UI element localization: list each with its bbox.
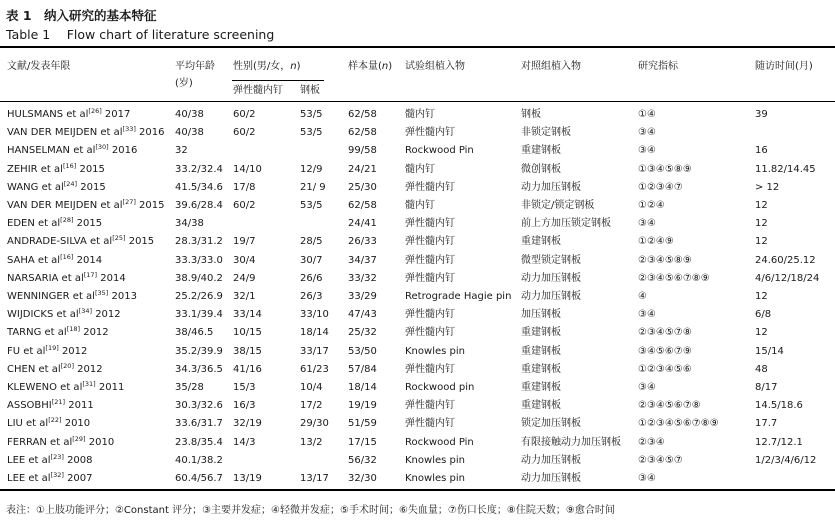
control-implant-cell: 钢板 [521,109,541,120]
sample-size-cell: 26/33 [348,236,377,248]
mean-age-cell: 38/46.5 [175,327,214,339]
followup-cell: 15/14 [755,345,784,357]
followup-cell: 16 [755,145,768,157]
test-implant-cell: 弹性髓内钉 [405,127,455,139]
sample-size-cell: 25/32 [348,327,377,339]
followup-cell: 48 [755,363,768,375]
study-year: 2015 [77,181,106,193]
control-implant-cell: 动力加压钢板 [521,473,581,484]
study-author: VAN DER MEIJDEN et al [7,200,123,211]
sample-size-cell: 62/58 [348,109,377,120]
control-implant-cell: 微型锁定钢板 [521,254,581,266]
outcomes-cell: ①②③④⑤⑥⑦⑧⑨ [638,418,719,430]
study-reference: [35] [94,289,109,297]
study-cell [7,252,102,270]
table-row [0,179,835,197]
outcomes-cell: ③④ [638,382,656,393]
test-implant-cell: 弹性髓内钉 [405,254,455,266]
header-gender-suffix: ) [296,61,301,72]
sample-size-cell: 17/15 [348,436,377,448]
table-row [0,379,835,397]
followup-cell: 12 [755,236,768,248]
gender-plate-cell: 13/2 [300,436,323,448]
gender-elastic-cell: 19/7 [233,236,256,248]
test-implant-cell: 弹性髓内钉 [405,181,455,193]
study-author: KLEWENO et al [7,382,83,393]
table-row [0,361,835,379]
study-reference: [24] [63,179,78,188]
sample-size-cell: 62/58 [348,200,377,211]
test-implant-cell: Knowles pin [405,345,465,357]
control-implant-cell: 动力加压钢板 [521,291,581,302]
study-reference: [18] [66,325,81,334]
sample-size-cell: 24/21 [348,163,377,175]
gender-plate-cell: 30/7 [300,254,323,266]
study-author: CHEN et al [7,363,61,375]
study-reference: [29] [72,434,86,443]
header-study: 文献/发表年限 [7,61,71,72]
table-row [0,288,835,306]
study-reference: [16] [60,252,74,261]
study-author: FU et al [7,345,46,357]
study-year: 2016 [108,145,138,157]
table-row [0,197,835,215]
mean-age-cell: 40/38 [175,127,204,139]
outcomes-cell: ①②④⑨ [638,236,674,248]
control-implant-cell: 加压钢板 [521,309,561,321]
sample-size-cell: 34/37 [348,254,377,266]
table-row [0,161,835,179]
study-year: 2015 [125,236,155,248]
mean-age-cell: 32 [175,145,188,157]
mean-age-cell: 34/38 [175,218,204,230]
study-reference: [23] [50,452,64,461]
study-year: 2016 [135,127,165,139]
outcomes-cell: ③④ [638,309,656,321]
mean-age-cell: 39.6/28.4 [175,200,223,211]
study-reference: [30] [95,143,109,152]
study-cell [7,306,121,324]
mean-age-cell: 41.5/34.6 [175,181,223,193]
study-year: 2011 [95,382,125,393]
study-author: TARNG et al [7,327,67,339]
study-author: FERRAN et al [7,436,73,448]
control-implant-cell: 重建钢板 [521,327,561,339]
followup-cell: 12 [755,327,768,339]
test-implant-cell: 髓内钉 [405,163,435,175]
followup-cell: 17.7 [755,418,778,430]
outcomes-cell: ②③④ [638,436,665,448]
outcomes-cell: ③④ [638,145,656,157]
test-implant-cell: 弹性髓内钉 [405,236,455,248]
gender-elastic-cell: 24/9 [233,272,256,284]
followup-cell: 12 [755,218,768,230]
study-cell [7,415,90,433]
control-implant-cell: 重建钢板 [521,382,561,393]
study-reference: [33] [122,125,136,134]
table-row [0,124,835,142]
header-outcomes: 研究指标 [638,61,678,72]
gender-elastic-cell: 41/16 [233,363,262,375]
outcomes-cell: ③④ [638,127,656,139]
sample-size-cell: 33/29 [348,291,377,302]
table-row [0,397,835,415]
study-cell [7,233,154,251]
header-gender-elastic: 弹性髓内钉 [233,85,283,96]
followup-cell: 8/17 [755,382,778,393]
gender-plate-cell: 26/3 [300,291,323,302]
study-cell [7,361,103,379]
sample-size-cell: 51/59 [348,418,377,430]
study-cell [7,379,124,397]
followup-cell: > 12 [755,181,780,193]
sample-size-cell: 33/32 [348,272,377,284]
table-row [0,470,835,488]
control-implant-cell: 锁定加压钢板 [521,418,581,430]
followup-cell: 14.5/18.6 [755,400,803,412]
control-implant-cell: 重建钢板 [521,145,561,157]
table-row [0,106,835,124]
study-year: 2015 [135,200,165,211]
gender-plate-cell: 13/17 [300,473,329,484]
test-implant-cell: 弹性髓内钉 [405,400,455,412]
study-year: 2015 [73,218,103,230]
gender-elastic-cell: 33/14 [233,309,262,321]
table-row [0,343,835,361]
study-year: 2012 [73,363,103,375]
study-author: WANG et al [7,181,64,193]
study-year: 2007 [63,473,93,484]
test-implant-cell: Knowles pin [405,454,465,466]
gender-plate-cell: 61/23 [300,363,329,375]
mean-age-cell: 33.2/32.4 [175,163,223,175]
gender-plate-cell: 21/ 9 [300,181,326,193]
test-implant-cell: 髓内钉 [405,109,435,120]
test-implant-cell: 弹性髓内钉 [405,418,455,430]
mean-age-cell: 33.1/39.4 [175,309,223,321]
test-implant-cell: Rockwood pin [405,382,475,393]
table-row [0,434,835,452]
study-author: SAHA et al [7,254,61,266]
header-control-implant: 对照组植入物 [521,61,581,72]
gender-plate-cell: 53/5 [300,127,323,139]
control-implant-cell: 重建钢板 [521,400,561,412]
control-implant-cell: 动力加压钢板 [521,181,581,193]
control-implant-cell: 动力加压钢板 [521,454,581,466]
sample-size-cell: 25/30 [348,181,377,193]
study-author: WENNINGER et al [7,291,95,302]
table-row [0,415,835,433]
header-mean-age: 平均年龄 [175,61,215,72]
mean-age-cell: 33.3/33.0 [175,254,223,266]
gender-elastic-cell: 14/3 [233,436,256,448]
gender-plate-cell: 28/5 [300,236,323,248]
study-reference: [22] [48,416,62,425]
mean-age-cell: 40/38 [175,109,204,120]
control-implant-cell: 前上方加压锁定钢板 [521,218,611,230]
test-implant-cell: 弹性髓内钉 [405,218,455,230]
sample-size-cell: 57/84 [348,363,377,375]
gender-plate-cell: 17/2 [300,400,323,412]
header-gender-prefix: 性别(男/女， [233,61,291,72]
outcomes-cell: ①④ [638,109,656,120]
gender-elastic-cell: 16/3 [233,400,256,412]
study-author: HULSMANS et al [7,109,89,120]
study-year: 2012 [58,345,88,357]
header-test-implant: 试验组植入物 [405,61,465,72]
gender-plate-cell: 18/14 [300,327,329,339]
header-gender-plate: 钢板 [300,85,320,96]
study-year: 2008 [63,454,93,466]
control-implant-cell: 重建钢板 [521,236,561,248]
study-author: ZEHIR et al [7,163,63,175]
gender-elastic-cell: 32/1 [233,291,256,302]
study-year: 2012 [92,309,121,321]
study-author: LEE et al [7,454,51,466]
sample-size-cell: 99/58 [348,145,377,157]
study-cell [7,124,165,142]
gender-subheader-rule [232,80,324,81]
table-row [0,142,835,160]
study-cell [7,270,126,288]
header-sample-n: n [381,61,389,72]
study-reference: [34] [78,307,93,316]
mean-age-cell: 35.2/39.9 [175,345,223,357]
header-followup: 随访时间(月) [755,61,813,72]
study-cell [7,470,93,488]
table-caption-chinese: 表 1 纳入研究的基本特征 [6,8,157,23]
table-row [0,233,835,251]
mean-age-cell: 33.6/31.7 [175,418,223,430]
test-implant-cell: 髓内钉 [405,200,435,211]
followup-cell: 12 [755,291,768,302]
study-reference: [28] [60,216,74,225]
study-author: ASSOBHI [7,400,52,412]
followup-cell: 1/2/3/4/6/12 [755,454,817,466]
study-author: LIU et al [7,418,49,430]
study-cell [7,343,87,361]
study-cell [7,197,165,215]
control-implant-cell: 重建钢板 [521,363,561,375]
table-row [0,252,835,270]
study-cell [7,288,137,306]
gender-plate-cell: 33/17 [300,345,329,357]
study-reference: [19] [45,343,59,352]
study-cell [7,161,105,179]
study-reference: [20] [60,361,74,370]
study-reference: [17] [83,270,98,279]
header-gender [233,61,301,73]
control-implant-cell: 非锁定钢板 [521,127,571,139]
gender-elastic-cell: 14/10 [233,163,262,175]
mean-age-cell: 28.3/31.2 [175,236,223,248]
mean-age-cell: 35/28 [175,382,204,393]
gender-elastic-cell: 13/19 [233,473,262,484]
gender-plate-cell: 33/10 [300,309,329,321]
study-author: VAN DER MEIJDEN et al [7,127,123,139]
table-row [0,306,835,324]
gender-elastic-cell: 38/15 [233,345,262,357]
gender-elastic-cell: 10/15 [233,327,262,339]
mean-age-cell: 25.2/26.9 [175,291,223,302]
table-row [0,270,835,288]
sample-size-cell: 62/58 [348,127,377,139]
mean-age-cell: 60.4/56.7 [175,473,223,484]
control-implant-cell: 动力加压钢板 [521,272,581,284]
table-row [0,324,835,342]
study-year: 2011 [65,400,94,412]
gender-plate-cell: 29/30 [300,418,329,430]
mean-age-cell: 30.3/32.6 [175,400,223,412]
study-reference: [27] [122,198,136,206]
study-year: 2015 [76,163,105,175]
gender-elastic-cell: 15/3 [233,382,256,393]
outcomes-cell: ③④ [638,473,656,484]
gender-elastic-cell: 32/19 [233,418,262,430]
outcomes-cell: ②③④⑤⑦⑧ [638,327,692,339]
header-gender-n: n [290,61,297,72]
study-reference: [31] [82,380,96,388]
header-sample [348,61,392,73]
mean-age-cell: 23.8/35.4 [175,436,223,448]
study-year: 2014 [73,254,103,266]
mean-age-cell: 34.3/36.5 [175,363,223,375]
control-implant-cell: 非锁定/锁定钢板 [521,200,595,211]
test-implant-cell: Rockwood Pin [405,436,474,448]
followup-cell: 11.82/14.45 [755,163,816,175]
study-reference: [25] [112,234,126,243]
outcomes-cell: ②③④⑤⑦ [638,454,683,466]
outcomes-cell: ①②③④⑦ [638,181,683,193]
gender-plate-cell: 12/9 [300,163,323,175]
study-author: ANDRADE-SILVA et al [7,236,113,248]
test-implant-cell: 弹性髓内钉 [405,309,455,321]
control-implant-cell: 重建钢板 [521,345,561,357]
outcomes-cell: ③④⑤⑥⑦⑨ [638,345,692,357]
followup-cell: 12.7/12.1 [755,436,803,448]
table-footnote: 表注：①上肢功能评分；②Constant 评分；③主要并发症；④轻微并发症；⑤手术时间；⑥失血量；⑦伤口长度；⑧住院天数；⑨愈合时间 [6,505,615,516]
test-implant-cell: 弹性髓内钉 [405,363,455,375]
gender-plate-cell: 53/5 [300,109,323,120]
study-cell [7,179,106,197]
sample-size-cell: 24/41 [348,218,377,230]
outcomes-cell: ①②④ [638,200,665,211]
gender-elastic-cell: 30/4 [233,254,256,266]
outcomes-cell: ①③④⑤⑧⑨ [638,163,692,175]
followup-cell: 39 [755,109,768,120]
gender-plate-cell: 10/4 [300,382,323,393]
test-implant-cell: 弹性髓内钉 [405,327,455,339]
study-year: 2013 [108,291,137,302]
test-implant-cell: Knowles pin [405,473,465,484]
bottom-rule [0,489,835,491]
test-implant-cell: 弹性髓内钉 [405,272,455,284]
outcomes-cell: ①②③④⑤⑥ [638,363,692,375]
followup-cell: 4/6/12/18/24 [755,272,820,284]
study-cell [7,324,109,342]
study-author: NARSARIA et al [7,272,84,284]
gender-elastic-cell: 60/2 [233,200,256,211]
followup-cell: 6/8 [755,309,772,321]
gender-plate-cell: 53/5 [300,200,323,211]
study-year: 2014 [97,272,126,284]
sample-size-cell: 53/50 [348,345,377,357]
study-cell [7,142,137,160]
outcomes-cell: ③④ [638,218,656,230]
test-implant-cell: Retrograde Hagie pin [405,291,512,302]
sample-size-cell: 47/43 [348,309,377,321]
header-rule [0,101,835,102]
study-year: 2012 [80,327,109,339]
control-implant-cell: 有限接触动力加压钢板 [521,436,621,448]
mean-age-cell: 40.1/38.2 [175,454,223,466]
mean-age-cell: 38.9/40.2 [175,272,223,284]
study-year: 2010 [85,436,115,448]
study-author: HANSELMAN et al [7,145,96,157]
control-implant-cell: 微创钢板 [521,163,561,175]
outcomes-cell: ④ [638,291,647,302]
table-row [0,452,835,470]
top-rule [0,46,835,48]
sample-size-cell: 19/19 [348,400,377,412]
study-reference: [26] [88,107,102,115]
study-author: EDEN et al [7,218,61,230]
table-caption-english: Table 1 Flow chart of literature screening [6,27,275,42]
study-author: WIJDICKS et al [7,309,79,321]
outcomes-cell: ②③④⑤⑧⑨ [638,254,692,266]
table-row [0,215,835,233]
study-reference: [16] [62,161,77,170]
study-cell [7,215,102,233]
sample-size-cell: 32/30 [348,473,377,484]
outcomes-cell: ②③④⑤⑥⑦⑧ [638,400,701,412]
study-cell [7,106,130,124]
study-reference: [32] [50,471,64,479]
header-mean-age-unit: (岁) [175,78,193,89]
sample-size-cell: 56/32 [348,454,377,466]
gender-elastic-cell: 17/8 [233,181,256,193]
followup-cell: 12 [755,200,768,211]
study-year: 2010 [61,418,91,430]
gender-plate-cell: 26/6 [300,272,323,284]
header-sample-prefix: 样本量( [348,61,382,72]
study-year: 2017 [101,109,131,120]
header-sample-suffix: ) [388,61,393,72]
study-author: LEE et al [7,473,51,484]
followup-cell: 24.60/25.12 [755,254,816,266]
gender-elastic-cell: 60/2 [233,127,256,139]
study-cell [7,397,94,415]
study-reference: [21] [51,398,66,407]
gender-elastic-cell: 60/2 [233,109,256,120]
test-implant-cell: Rockwood Pin [405,145,474,157]
outcomes-cell: ②③④⑤⑥⑦⑧⑨ [638,272,710,284]
study-cell [7,452,93,470]
sample-size-cell: 18/14 [348,382,377,393]
study-cell [7,434,114,452]
